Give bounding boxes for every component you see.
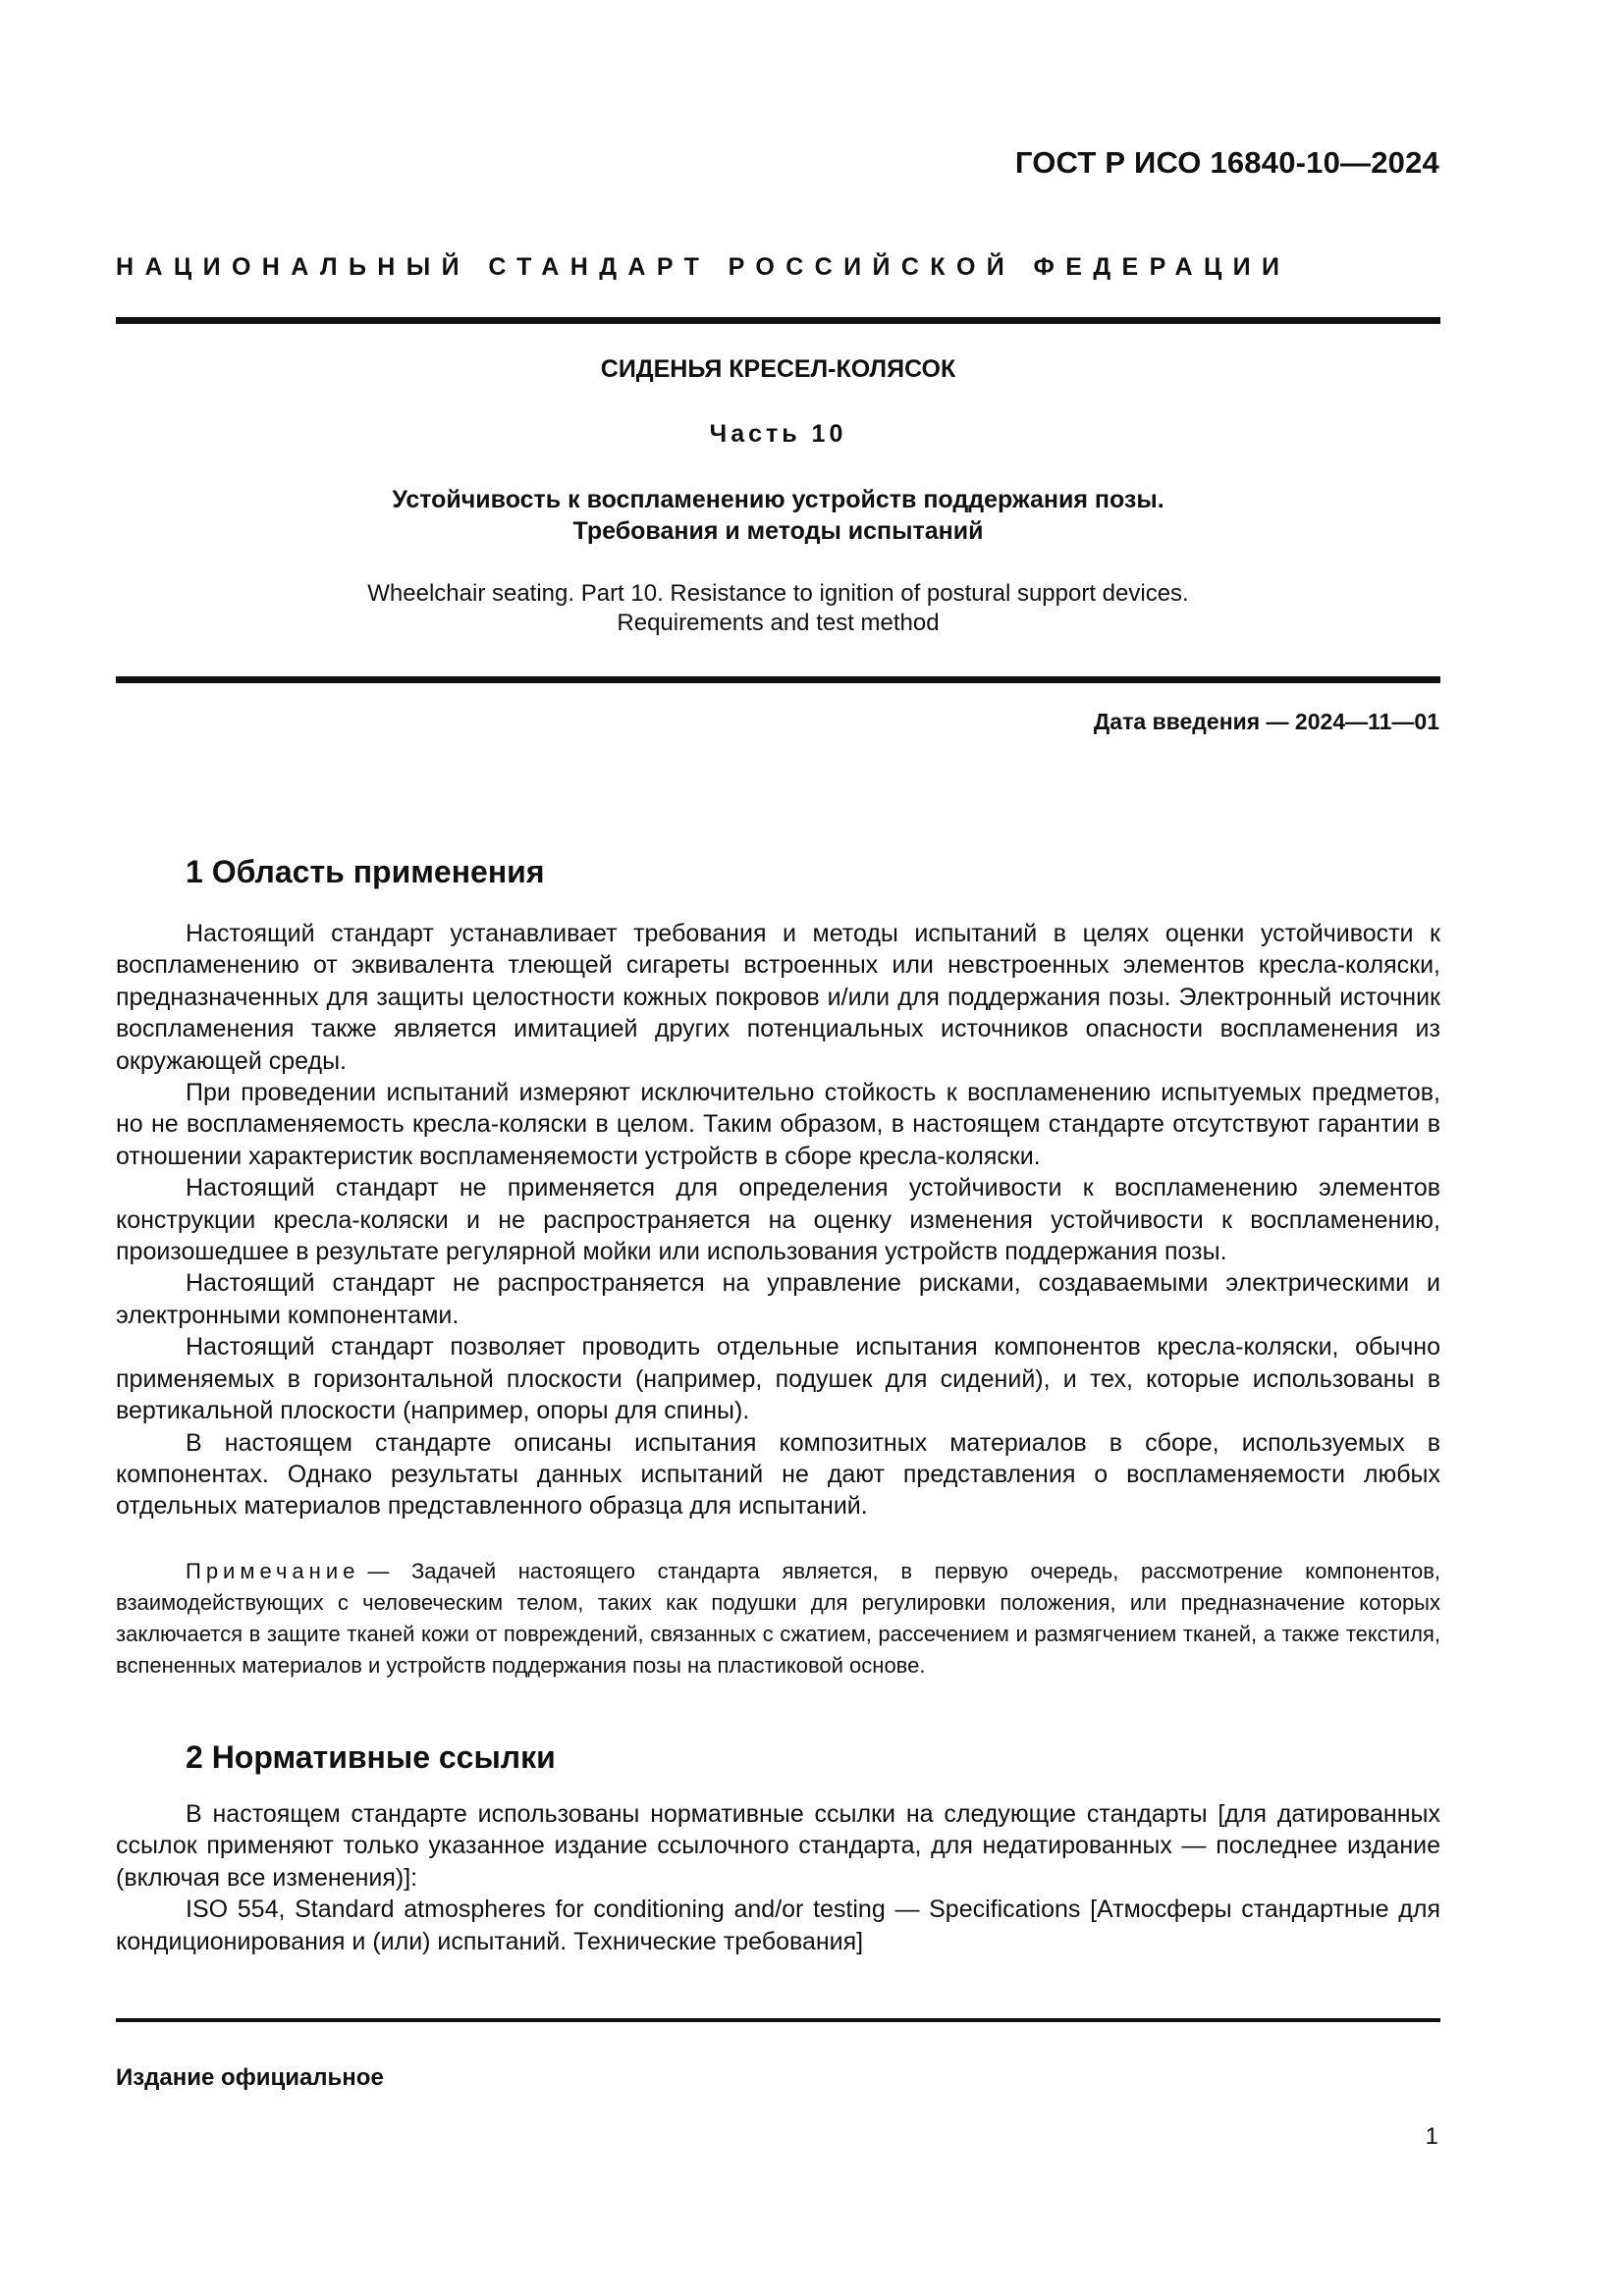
- english-title-line-2: Requirements and test method: [617, 610, 940, 636]
- subtitle-line-2: Требования и методы испытаний: [572, 517, 984, 545]
- note-text: — Задачей настоящего стандарта является, в первую очередь, рассмотрение компонентов, взаимодействующих с человеческим телом, таких как подушки для регулировки положения, или предназначение которых заключается в защите тканей кожи от повреждений, связанных с сжатием, рассечением и размягчением тканей, а также текстиля, вспененных материалов и устройств поддержания позы на пластиковой основе.: [116, 1559, 1440, 1678]
- official-edition-label: Издание официальное: [116, 2064, 384, 2091]
- section-2-heading: 2 Нормативные ссылки: [186, 1739, 556, 1775]
- document-title: СИДЕНЬЯ КРЕСЕЛ-КОЛЯСОК: [600, 355, 956, 383]
- national-standard-banner: НАЦИОНАЛЬНЫЙ СТАНДАРТ РОССИЙСКОЙ ФЕДЕРАЦИИ: [116, 253, 1291, 281]
- subtitle-line-1: Устойчивость к воспламенению устройств поддержания позы.: [392, 486, 1164, 513]
- document-part: Часть 10: [709, 420, 847, 448]
- paragraph: Настоящий стандарт не распространяется на управление рисками, создаваемыми электрическими и электронными компонентами.: [116, 1269, 1440, 1329]
- top-divider: [116, 317, 1440, 324]
- title-divider: [116, 676, 1440, 683]
- english-title: [116, 579, 1440, 638]
- section-1-heading: 1 Область применения: [186, 854, 545, 889]
- note-label: Примечание: [186, 1559, 360, 1583]
- paragraph: При проведении испытаний измеряют исключительно стойкость к воспламенению испытуемых предметов, но не воспламеняемость кресла-коляски в целом. Таким образом, в настоящем стандарте отсутствуют гарантии в отношении характеристик воспламеняемости устройств в сборе кресла-коляски.: [116, 1079, 1440, 1170]
- paragraph: Настоящий стандарт не применяется для определения устойчивости к воспламенению элементов конструкции кресла-коляски и не распространяется на оценку изменения устойчивости к воспламенению, произошедшее в результате регулярной мойки или использования устройств поддержания позы.: [116, 1174, 1440, 1266]
- document-code: ГОСТ Р ИСО 16840-10—2024: [1014, 145, 1439, 180]
- section-2-body: [116, 1798, 1440, 1957]
- footer-divider: [116, 2018, 1440, 2022]
- paragraph: В настоящем стандарте использованы нормативные ссылки на следующие стандарты [для датированных ссылок применяют только указанное издание ссылочного стандарта, для недатированных — последнее издание (включая все изменения)]:: [116, 1800, 1440, 1892]
- page-number: 1: [1425, 2123, 1438, 2150]
- section-1-body: [116, 918, 1440, 1522]
- paragraph: В настоящем стандарте описаны испытания композитных материалов в сборе, используемых в компонентах. Однако результаты данных испытаний не дают представления о воспламеняемости любых отдельных материалов представленного образца для испытаний.: [116, 1428, 1440, 1521]
- document-subtitle: [116, 484, 1440, 547]
- paragraph: ISO 554, Standard atmospheres for conditioning and/or testing — Specifications [Атмосферы стандартные для кондиционирования и (или) испытаний. Технические требования]: [116, 1896, 1440, 1955]
- introduction-date: Дата введения — 2024—11—01: [1093, 709, 1439, 734]
- note: [116, 1556, 1440, 1682]
- paragraph: Настоящий стандарт позволяет проводить отдельные испытания компонентов кресла-коляски, обычно применяемых в горизонтальной плоскости (например, подушек для сидений), и тех, которые использованы в вертикальной плоскости (например, опоры для спины).: [116, 1333, 1440, 1425]
- english-title-line-1: Wheelchair seating. Part 10. Resistance to ignition of postural support devices.: [367, 580, 1189, 607]
- paragraph: Настоящий стандарт устанавливает требования и методы испытаний в целях оценки устойчивости к воспламенению от эквивалента тлеющей сигареты встроенных или невстроенных элементов кресла-коляски, предназначенных для защиты целостности кожных покровов и/или для поддержания позы. Электронный источник воспламенения также является имитацией других потенциальных источников опасности воспламенения из окружающей среды.: [116, 920, 1440, 1075]
